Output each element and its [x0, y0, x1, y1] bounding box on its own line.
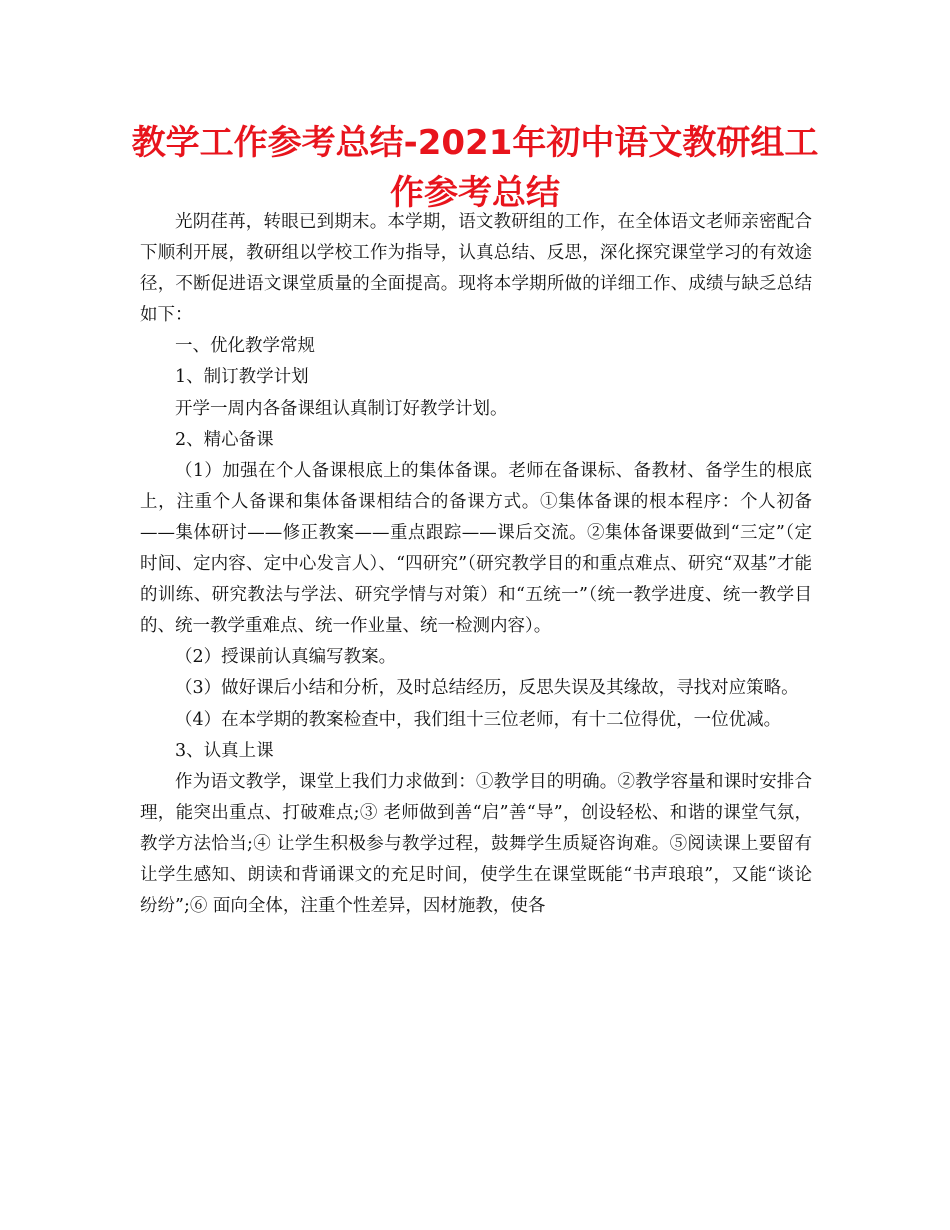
subsection-heading: 2、精心备课 — [175, 429, 274, 450]
paragraph: （1）加强在个人备课根底上的集体备课。老师在备课标、备教材、备学生的根底上，注重个人备课和集体备课相结合的备课方式。①集体备课的根本程序：个人初备——集体研讨——修正教案——重点跟踪——课后交流。②集体备课要做到“三定”（定时间、定内容、定中心发言人）、“四研究”（研究教学目的和重点难点、研究“双基”才能的训练、研究教法与学法、研究学情与对策）和“五统一”（统一教学进度、统一教学目的、统一教学重难点、统一作业量、统一检测内容）。 — [140, 460, 812, 637]
paragraph: （3）做好课后小结和分析，及时总结经历，反思失误及其缘故，寻找对应策略。 — [175, 678, 799, 699]
paragraph: （4）在本学期的教案检查中，我们组十三位老师，有十二位得优，一位优减。 — [175, 709, 782, 730]
subsection-heading: 3、认真上课 — [175, 740, 274, 761]
document-title: 教学工作参考总结-2021年初中语文教研组工作参考总结 — [131, 123, 819, 213]
section-heading: 一、优化教学常规 — [175, 336, 315, 357]
subsection-heading: 1、制订教学计划 — [175, 367, 309, 388]
paragraph-intro: 光阴荏苒，转眼已到期末。本学期，语文教研组的工作，在全体语文老师亲密配合下顺利开展，教研组以学校工作为指导，认真总结、反思，深化探究课堂学习的有效途径，不断促进语文课堂质量的全面提高。现将本学期所做的详细工作、成绩与缺乏总结如下： — [140, 212, 812, 326]
document-body — [140, 207, 812, 922]
paragraph: （2）授课前认真编写教案。 — [175, 647, 397, 668]
paragraph: 开学一周内各备课组认真制订好教学计划。 — [175, 398, 508, 419]
paragraph: 作为语文教学，课堂上我们力求做到：①教学目的明确。②教学容量和课时安排合理，能突出重点、打破难点;③ 老师做到善“启”善“导”，创设轻松、和谐的课堂气氛，教学方法恰当;④ 让学生积极参与教学过程，鼓舞学生质疑咨询难。⑤阅读课上要留有让学生感知、朗读和背诵课文的充足时间，使学生在课堂既能“书声琅琅”，又能“谈论纷纷”;⑥ 面向全体，注重个性差异，因材施教，使各 — [140, 771, 812, 917]
